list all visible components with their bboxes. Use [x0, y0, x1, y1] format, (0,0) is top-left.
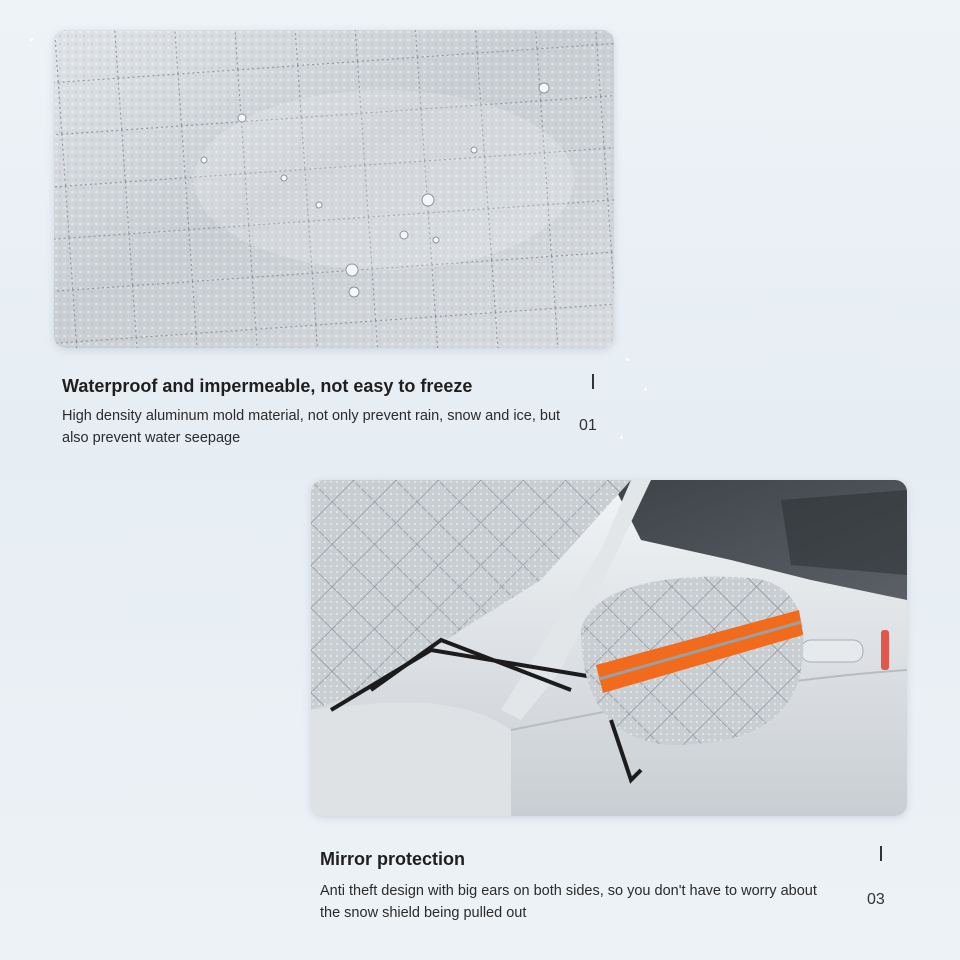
section-title: Mirror protection — [320, 849, 466, 869]
divider-tick — [880, 846, 882, 861]
sparkle-decoration — [30, 38, 33, 41]
section-number: 03 — [867, 891, 885, 908]
section-title: Waterproof and impermeable, not easy to freeze — [62, 376, 473, 396]
aluminum-material-illustration — [54, 30, 614, 348]
car-mirror-illustration — [311, 480, 907, 816]
section-number: 01 — [579, 417, 597, 434]
sparkle-decoration — [644, 388, 647, 391]
sparkle-decoration — [620, 436, 623, 439]
section-description: Anti theft design with big ears on both sides, so you don't have to worry about the snow shield being pulled out — [320, 883, 817, 921]
divider-tick — [592, 374, 594, 389]
aluminum-material-photo — [54, 30, 614, 348]
section-description: High density aluminum mold material, not only prevent rain, snow and ice, but also prevent water seepage — [62, 408, 561, 446]
mirror-protection-photo — [311, 480, 907, 816]
sparkle-decoration — [626, 358, 629, 361]
